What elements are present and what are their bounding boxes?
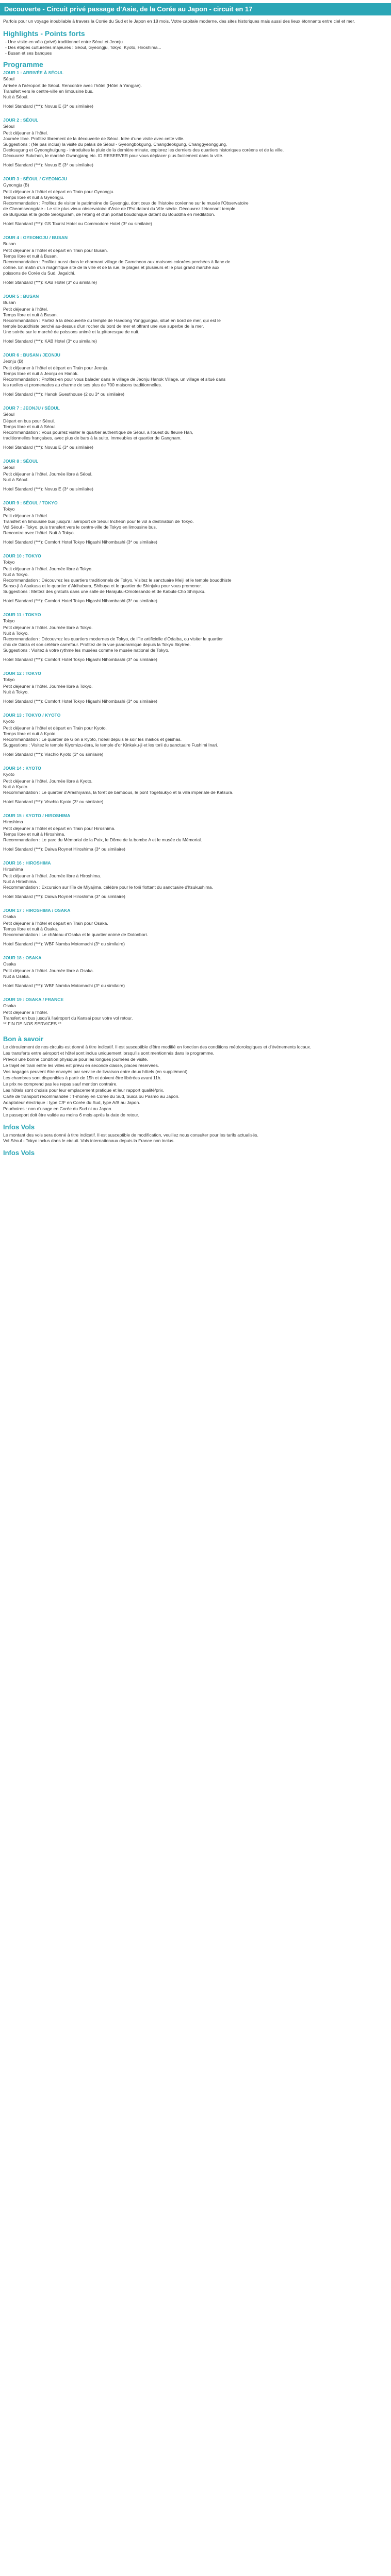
day-line: Petit déjeuner à l'hôtel. Journée libre à Kyoto.: [3, 778, 93, 784]
program-day: [3, 766, 388, 805]
day-title: JOUR 14 : KYOTO: [3, 766, 41, 771]
day-line: [3, 890, 388, 894]
day-line: Hotel Standard (***): WBF Namba Motomachi (3* ou similaire): [3, 941, 125, 946]
day-line: Recommandation : Profitez-en pour vous balader dans le village de Jeonju Hanok Village, un village et situé dans: [3, 377, 226, 382]
program-day: [3, 405, 388, 450]
day-location: Tokyo: [3, 618, 15, 623]
day-line: Hotel Standard (***): Comfort Hotel Tokyo Higashi Nihombashi (3* ou similaire): [3, 539, 157, 545]
day-title: JOUR 2 : SÉOUL: [3, 117, 39, 123]
program-day: [3, 176, 388, 227]
day-line: Suggestions : Visitez le temple Kiyomizu-dera, le temple d'or Kinkaku-ji et les torii du sanctuaire Fushimi Inari.: [3, 742, 219, 748]
day-title: JOUR 16 : HIROSHIMA: [3, 860, 51, 866]
note-line: Vos bagages peuvent être envoyés par service de livraison entre deux hôtels (en supplément).: [3, 1069, 189, 1074]
program-day: [3, 908, 388, 947]
day-line: Hotel Standard (***): Vischio Kyoto (3* ou similaire): [3, 752, 104, 757]
day-line: Temps libre et nuit à Busan.: [3, 312, 58, 317]
day-line: Petit déjeuner à l'hôtel et départ en Train pour Jeonju.: [3, 365, 109, 370]
program-day: [3, 713, 388, 757]
day-line: Temps libre et nuit à Séoul.: [3, 424, 57, 429]
day-location: Séoul: [3, 465, 14, 470]
day-line: Recommandation : Profitez de visiter le patrimoine de Gyeongju, dont ceux de l'histoire coréenne sur le musée l'Observatoire: [3, 200, 249, 206]
day-title: JOUR 8 : SÉOUL: [3, 459, 39, 464]
page-title: Decouverte - Circuit privé passage d'Asie, de la Corée au Japon - circuit en 17: [4, 5, 253, 13]
day-line: [3, 938, 388, 941]
day-line: chic de Ginza et son célèbre carrefour. Profitez de la vue panoramique depuis la Tokyo Skytree.: [3, 642, 191, 647]
day-title: JOUR 12 : TOKYO: [3, 671, 41, 676]
day-line: Petit déjeuner à l'hôtel et départ en Train pour Gyeongju.: [3, 189, 115, 194]
day-line: de Cheomseongdae - Le site plus vieux observatoire d'Asie de l'Est datant du VIIe siècle. Découvrez l'étonnant temple: [3, 206, 236, 211]
note-line: Les hôtels sont choisis pour leur emplacement pratique et leur rapport qualité/prix.: [3, 1088, 165, 1093]
day-line: Hotel Standard (***): KAB Hotel (3* ou similaire): [3, 280, 97, 285]
day-line: Hotel Standard (***): Novus E (3* ou similaire): [3, 162, 93, 167]
day-line: Petit déjeuner à l'hôtel.: [3, 307, 48, 312]
flights-section: [3, 1132, 388, 1144]
day-line: Hotel Standard (***): Comfort Hotel Tokyo Higashi Nihombashi (3* ou similaire): [3, 657, 157, 662]
day-line: Hotel Standard (***): Comfort Hotel Tokyo Higashi Nihombashi (3* ou similaire): [3, 699, 157, 704]
day-line: Nuit à Séoul.: [3, 477, 29, 482]
day-line: Départ en bus pour Séoul.: [3, 418, 55, 423]
day-location: Busan: [3, 300, 16, 305]
day-line: Deoksugung et Gyeonghuigung - introduites la pluie de la dernière minute, explorez les derniers des quartiers historiques coréens et de la ville.: [3, 147, 284, 152]
program-day: [3, 117, 388, 168]
highlight-item: - Une visite en vélo (privé) traditionnel entre Séoul et Jeonju: [5, 39, 123, 44]
program-heading: Programme: [3, 60, 43, 69]
day-line: [3, 653, 388, 657]
day-line: Vol Séoul - Tokyo, puis transfert vers le centre-ville de Tokyo en limousine bus.: [3, 524, 157, 530]
program-day: [3, 813, 388, 852]
notes-section: [3, 1044, 388, 1118]
day-title: JOUR 18 : OSAKA: [3, 955, 42, 960]
day-location: Hiroshima: [3, 867, 23, 872]
day-title: JOUR 1 : ARRIVÉE À SÉOUL: [3, 70, 64, 75]
day-location: Hiroshima: [3, 819, 23, 824]
main-content: [0, 19, 391, 1157]
day-line: Petit déjeuner à l'hôtel et départ en Train pour Osaka.: [3, 921, 108, 926]
day-line: Petit déjeuner à l'hôtel. Journée libre à Tokyo.: [3, 566, 93, 571]
day-location: Kyoto: [3, 719, 14, 724]
day-line: Temps libre et nuit à Gyeongju.: [3, 195, 64, 200]
day-line: Petit déjeuner à l'hôtel.: [3, 1010, 48, 1015]
note-line: Les transferts entre aéroport et hôtel sont inclus uniquement lorsqu'ils sont mentionnés dans le programme.: [3, 1050, 215, 1056]
day-line: Nuit à Kyoto.: [3, 784, 29, 789]
program-days: [3, 70, 388, 1027]
intro-text: Parfois pour un voyage inoubliable à travers la Corée du Sud et le Japon en 18 mois, Votre capitale moderne, des sites historiques mais aussi des lieux étonnants entre ciel et mer.: [3, 19, 355, 24]
day-line: Nuit à Tokyo.: [3, 689, 29, 694]
day-line: les ruelles et promenades au charme de ses plus de 700 maisons traditionnelles.: [3, 382, 162, 387]
day-line: Transfert en limousine bus jusqu'à l'aéroport de Séoul Incheon pour le vol à destination de Tokyo.: [3, 519, 194, 524]
day-line: Nuit à Séoul.: [3, 94, 29, 99]
day-line: Temps libre et nuit à Busan.: [3, 253, 58, 259]
day-line: [3, 595, 388, 598]
day-location: Busan: [3, 241, 16, 246]
day-title: JOUR 13 : TOKYO / KYOTO: [3, 713, 61, 718]
note-line: Le trajet en train entre les villes est prévu en seconde classe, places réservées.: [3, 1063, 159, 1068]
day-line: [3, 795, 388, 799]
day-line: Hotel Standard (***): Hanok Guesthouse (2 ou 3* ou similaire): [3, 392, 125, 397]
day-line: [3, 979, 388, 983]
day-title: JOUR 17 : HIROSHIMA / OSAKA: [3, 908, 71, 913]
day-line: traditionnelles françaises, avec plus de bars à la suite. Immeubles et quartier de Gangnam.: [3, 435, 182, 440]
program-day: [3, 459, 388, 492]
note-line: Le passeport doit être valide au moins 6 mois après la date de retour.: [3, 1112, 139, 1117]
day-line: [3, 441, 388, 445]
note-line: Prévoir une bonne condition physique pour les longues journées de visite.: [3, 1057, 148, 1062]
day-line: [3, 388, 388, 392]
day-line: ** FIN DE NOS SERVICES **: [3, 1021, 62, 1026]
program-day: [3, 294, 388, 344]
day-line: Hotel Standard (***): Novus E (3* ou similaire): [3, 486, 93, 492]
day-location: Gyeongju (B): [3, 182, 29, 188]
day-line: Senso-ji à Asakusa et le quartier d'Akihabara, Shibuya et le quartier de Shinjuku pour vous promener.: [3, 583, 202, 588]
day-line: colline. En matin d'un magnifique site de la ville et de la rue, le plages et plusieurs et le plus grand marché aux: [3, 265, 220, 270]
day-line: Hotel Standard (***): WBF Namba Motomachi (3* ou similaire): [3, 983, 125, 988]
day-title: JOUR 9 : SÉOUL / TOKYO: [3, 500, 58, 505]
day-line: Petit déjeuner à l'hôtel. Journée libre à Hiroshima.: [3, 873, 101, 878]
day-line: Hotel Standard (***): Daiwa Roynet Hiroshima (3* ou similaire): [3, 894, 125, 899]
day-title: JOUR 5 : BUSAN: [3, 294, 39, 299]
day-title: JOUR 15 : KYOTO / HIROSHIMA: [3, 813, 71, 818]
day-line: [3, 483, 388, 486]
day-title: JOUR 6 : BUSAN / JEONJU: [3, 352, 60, 358]
day-line: [3, 695, 388, 699]
day-location: Séoul: [3, 124, 14, 129]
highlights-list: [3, 39, 388, 56]
day-line: Temps libre et nuit à Jeonju en Hanok.: [3, 371, 79, 376]
note-line: Les chambres sont disponibles à partir de 15h et doivent être libérées avant 11h.: [3, 1075, 162, 1080]
day-line: [3, 159, 388, 162]
day-line: Petit déjeuner à l'hôtel. Journée libre à Tokyo.: [3, 625, 93, 630]
highlight-item: - Des étapes culturelles majeures : Séoul, Gyeongju, Tokyo, Kyoto, Hiroshima...: [5, 45, 161, 50]
day-title: JOUR 3 : SÉOUL / GYEONGJU: [3, 176, 68, 181]
day-line: [3, 276, 388, 280]
day-line: [3, 843, 388, 846]
note-line: Le déroulement de nos circuits est donné à titre indicatif. Il est susceptible d'être modifié en fonction des conditions météorologiques et d'événements locaux.: [3, 1044, 312, 1049]
day-location: Jeonju (B): [3, 359, 24, 364]
note-line: Pourboires : non d'usage en Corée du Sud ni au Japon.: [3, 1106, 112, 1111]
day-line: de Bulguksa et la grotte Seokguram, de l'étang et d'un portail bouddhique datant du Bouddha en méditation.: [3, 212, 215, 217]
day-line: Hotel Standard (***): Daiwa Roynet Hiroshima (3* ou similaire): [3, 846, 125, 852]
program-day: [3, 997, 388, 1027]
program-day: [3, 955, 388, 989]
day-line: Arrivée à l'aéroport de Séoul. Rencontre avec l'hôtel (Hôtel à Yangjae).: [3, 83, 142, 88]
program-day: [3, 860, 388, 900]
day-line: Petit déjeuner à l'hôtel. Journée libre à Séoul.: [3, 471, 93, 477]
day-line: Hotel Standard (***): Novus E (3* ou similaire): [3, 104, 93, 109]
day-line: Suggestions : Mettez des gratuits dans une salle de Harajuku-Omotesando et de Kabuki-Cho Shinjuku.: [3, 589, 206, 594]
day-line: Recommandation : Le château d'Osaka et le quartier animé de Dotonbori.: [3, 932, 148, 937]
day-line: Petit déjeuner à l'hôtel. Journée libre à Tokyo.: [3, 684, 93, 689]
day-line: Recommandation : Découvrez les quartiers modernes de Tokyo, de l'île artificielle d'Odaiba, ou visiter le quartier: [3, 636, 223, 641]
day-title: JOUR 7 : JEONJU / SÉOUL: [3, 405, 60, 411]
flight-info-line: Vol Séoul - Tokyo inclus dans le circuit. Vols internationaux depuis la France non inclus.: [3, 1138, 175, 1143]
flights-heading: Infos Vols: [3, 1123, 35, 1131]
day-line: Nuit à Tokyo.: [3, 631, 29, 636]
day-location: Osaka: [3, 961, 16, 967]
day-line: [3, 748, 388, 752]
day-line: Petit déjeuner à l'hôtel et départ en Train pour Busan.: [3, 248, 108, 253]
day-location: Tokyo: [3, 506, 15, 512]
note-line: Adaptateur électrique : type C/F en Corée du Sud, type A/B au Japon.: [3, 1100, 140, 1105]
day-line: Rencontre avec l'hôtel. Nuit à Tokyo.: [3, 530, 75, 535]
day-line: Petit déjeuner à l'hôtel.: [3, 130, 48, 135]
day-location: Osaka: [3, 914, 16, 919]
day-location: Séoul: [3, 76, 14, 81]
day-line: Recommandation : Le quartier d'Arashiyama, la forêt de bambous, le pont Togetsukyo et la villa impériale de Katsura.: [3, 790, 234, 795]
day-line: Suggestions : (Ne pas inclus) la visite du palais de Séoul - Gyeongbokgung, Changdeokgung, Changgyeonggung,: [3, 142, 227, 147]
day-line: Une soirée sur le marché de poissons animé et la pittoresque de nuit.: [3, 329, 140, 334]
highlights-heading: Highlights - Points forts: [3, 29, 85, 38]
day-line: temple bouddhiste perché au-dessus d'un rocher du bord de mer et offrant une vue superbe de la mer.: [3, 324, 204, 329]
day-line: Hotel Standard (***): GS Tourist Hotel ou Commodore Hotel (3* ou similaire): [3, 221, 152, 226]
note-line: Le prix ne comprend pas les repas sauf mention contraire.: [3, 1081, 118, 1087]
day-location: Osaka: [3, 1003, 16, 1008]
program-day: [3, 671, 388, 704]
program-day: [3, 235, 388, 285]
day-line: [3, 335, 388, 338]
hero-banner: [0, 3, 391, 15]
day-line: Journée libre. Profitez librement de la découverte de Séoul. Idée d'une visite avec cette ville.: [3, 136, 185, 141]
day-line: Temps libre et nuit à Kyoto.: [3, 731, 57, 736]
program-day: [3, 500, 388, 545]
day-line: Transfert vers le centre-ville en limousine bus.: [3, 89, 93, 94]
day-line: Hotel Standard (***): KAB Hotel (3* ou similaire): [3, 338, 97, 344]
day-location: Tokyo: [3, 560, 15, 565]
day-line: Recommandation : Découvrez les quartiers traditionnels de Tokyo. Visitez le sanctuaire Meiji et le temple bouddhiste: [3, 578, 232, 583]
flight-info-line: Le montant des vols sera donné à titre indicatif. Il est susceptible de modification, veuillez nous consulter pour les tarifs actualisés.: [3, 1132, 258, 1138]
day-line: Nuit à Tokyo.: [3, 572, 29, 577]
day-line: Recommandation : Partez à la découverte du temple de Haedong Yonggungsa, situé en bord de mer, qui est le: [3, 318, 221, 323]
day-line: Nuit à Osaka.: [3, 974, 30, 979]
day-location: Tokyo: [3, 677, 15, 682]
day-line: Recommandation : Excursion sur l'île de Miyajima, célèbre pour le torii flottant du sanctuaire d'Itsukushima.: [3, 885, 213, 890]
day-line: Recommandation : Vous pourrez visiter le quartier authentique de Séoul, à l'ouest du fleuve Han,: [3, 430, 193, 435]
day-line: Recommandation : Profitez aussi dans le charmant village de Gamcheon aux maisons colorées perchées à flanc de: [3, 259, 231, 264]
program-day: [3, 70, 388, 109]
day-line: Recommandation : Le parc du Mémorial de la Paix, le Dôme de la bombe A et le musée du Mémorial.: [3, 837, 202, 842]
day-line: poissons de Corée du Sud, Jagalchi.: [3, 270, 75, 276]
day-line: Suggestions : Visitez à votre rythme les musées comme le musée national de Tokyo.: [3, 648, 170, 653]
notes-heading: Bon à savoir: [3, 1035, 44, 1043]
day-line: [3, 536, 388, 539]
day-line: Découvrez Bukchon, le marché Gwangjang etc. ID RESERVER pour vous déplacer plus facilement dans la ville.: [3, 153, 223, 158]
day-line: Petit déjeuner à l'hôtel et départ en Train pour Hiroshima.: [3, 826, 116, 831]
day-title: JOUR 4 : GYEONGJU / BUSAN: [3, 235, 68, 240]
note-line: Carte de transport recommandée : T-money en Corée du Sud, Suica ou Pasmo au Japon.: [3, 1094, 180, 1099]
day-line: Nuit à Hiroshima.: [3, 879, 37, 884]
footer-heading: Infos Vols: [3, 1149, 35, 1157]
day-line: [3, 217, 388, 221]
day-line: Hotel Standard (***): Comfort Hotel Tokyo Higashi Nihombashi (3* ou similaire): [3, 598, 157, 603]
day-line: Petit déjeuner à l'hôtel. Journée libre à Osaka.: [3, 968, 94, 973]
highlight-item: - Busan et ses banques: [5, 50, 52, 56]
day-line: Transfert en bus jusqu'à l'aéroport du Kansai pour votre vol retour.: [3, 1015, 133, 1021]
day-title: JOUR 10 : TOKYO: [3, 553, 41, 558]
day-line: Petit déjeuner à l'hôtel.: [3, 513, 48, 518]
day-title: JOUR 11 : TOKYO: [3, 612, 41, 617]
day-line: Temps libre et nuit à Osaka.: [3, 926, 58, 931]
day-title: JOUR 19 : OSAKA / FRANCE: [3, 997, 64, 1002]
day-line: [3, 100, 388, 104]
day-line: Hotel Standard (***): Vischio Kyoto (3* ou similaire): [3, 799, 104, 804]
program-day: [3, 612, 388, 663]
program-day: [3, 352, 388, 397]
day-location: Séoul: [3, 412, 14, 417]
day-line: Temps libre et nuit à Hiroshima.: [3, 832, 66, 837]
day-location: Kyoto: [3, 772, 14, 777]
day-line: Petit déjeuner à l'hôtel et départ en Train pour Kyoto.: [3, 725, 107, 731]
day-line: Hotel Standard (***): Novus E (3* ou similaire): [3, 445, 93, 450]
day-line: Recommandation : Le quartier de Gion à Kyoto, l'idéal depuis le soir les maikos et geishas.: [3, 737, 182, 742]
program-day: [3, 553, 388, 604]
